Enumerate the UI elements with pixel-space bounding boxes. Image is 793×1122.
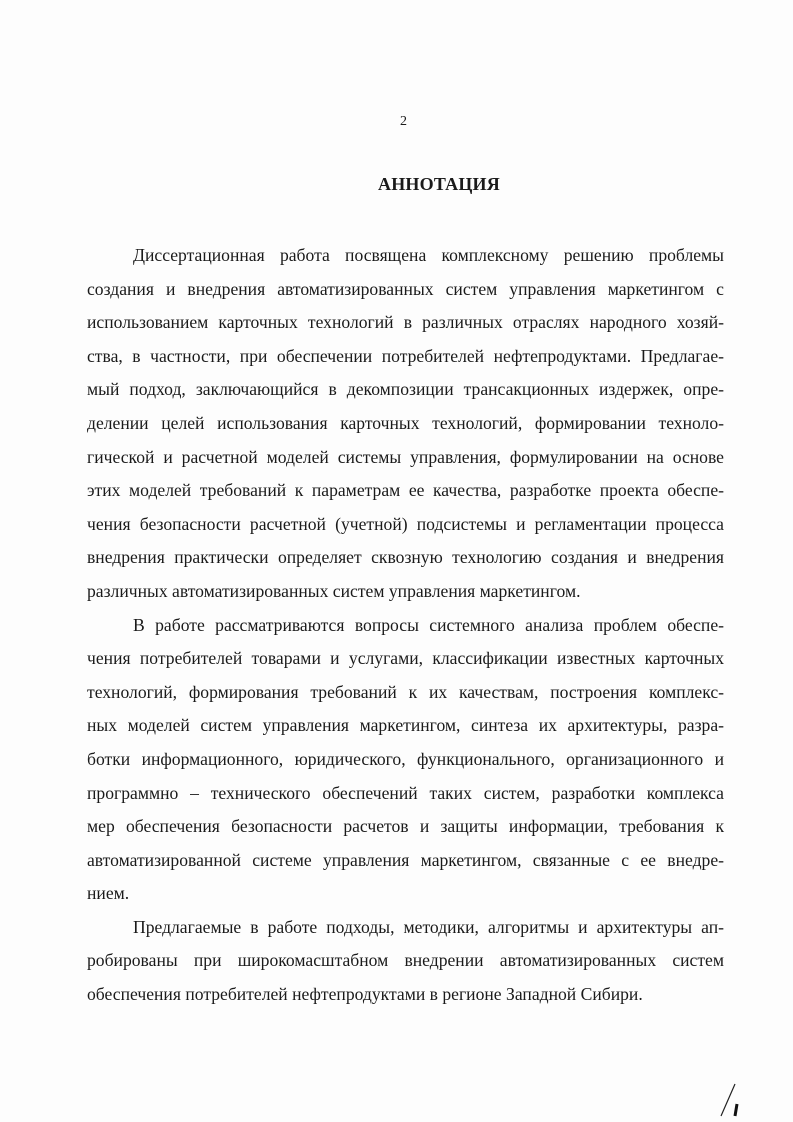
pen-mark-icon	[713, 1082, 743, 1118]
paragraph-1-line: использованием карточных технологий в различных отраслях народного хозяй-	[87, 312, 724, 333]
paragraph-2-line: В работе рассматриваются вопросы системного анализа проблем обеспе-	[133, 614, 724, 635]
annotation-body	[87, 239, 724, 1012]
paragraph-3-line: робированы при широкомасштабном внедрении автоматизированных систем	[87, 950, 724, 971]
paragraph-2-line: мер обеспечения безопасности расчетов и защиты информации, требования к	[87, 816, 724, 837]
paragraph-2-line: ботки информационного, юридического, функционального, организационного и	[87, 748, 724, 769]
paragraph-3-line: обеспечения потребителей нефтепродуктами в регионе Западной Сибири.	[87, 984, 643, 1005]
paragraph-2-line: технологий, формирования требований к их качествам, построения комплекс-	[87, 681, 724, 702]
paragraph-1-line: этих моделей требований к параметрам ее качества, разработке проекта обеспе-	[87, 480, 724, 501]
paragraph-1-line: гической и расчетной моделей системы управления, формулировании на основе	[87, 446, 724, 467]
paragraph-1-line: Диссертационная работа посвящена комплексному решению проблемы	[133, 245, 724, 265]
paragraph-2-line: чения потребителей товарами и услугами, классификации известных карточных	[87, 648, 724, 669]
paragraph-1-line: делении целей использования карточных технологий, формировании техноло-	[87, 412, 724, 433]
paragraph-2-line: программно – технического обеспечений таких систем, разработки комплекса	[87, 782, 724, 803]
paragraph-1-line: различных автоматизированных систем управления маркетингом.	[87, 580, 581, 601]
paragraph-3-line: Предлагаемые в работе подходы, методики, алгоритмы и архитектуры ап-	[133, 916, 724, 937]
paragraph-2-line: нием.	[87, 883, 130, 904]
paragraph-1-line: создания и внедрения автоматизированных систем управления маркетингом с	[87, 278, 724, 299]
paragraph-1-line: чения безопасности расчетной (учетной) подсистемы и регламентации процесса	[87, 513, 724, 534]
paragraph-1-line: внедрения практически определяет сквозную технологию создания и внедрения	[87, 547, 724, 568]
paragraph-2-line: ных моделей систем управления маркетингом, синтеза их архитектуры, разра-	[87, 715, 724, 736]
paragraph-1-line: мый подход, заключающийся в декомпозиции трансакционных издержек, опре-	[87, 379, 724, 400]
paragraph-2-line: автоматизированной системе управления маркетингом, связанные с ее внедре-	[87, 849, 724, 870]
paragraph-1-line: ства, в частности, при обеспечении потребителей нефтепродуктами. Предлагае-	[87, 345, 724, 366]
page-number: 2	[400, 114, 407, 129]
page-title: АННОТАЦИЯ	[378, 174, 500, 194]
